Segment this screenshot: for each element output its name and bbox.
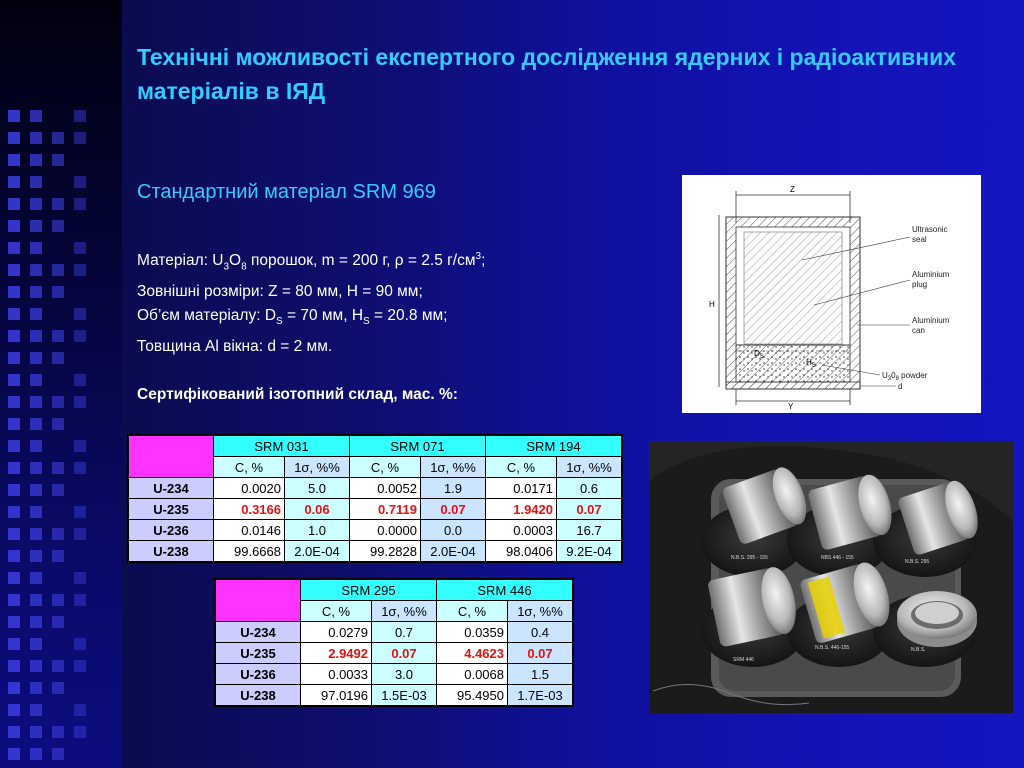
decor-square bbox=[30, 484, 42, 496]
decor-square bbox=[30, 748, 42, 760]
column-header: 1σ, %% bbox=[421, 457, 486, 478]
decor-square bbox=[8, 616, 20, 628]
decor-square bbox=[8, 638, 20, 650]
value-cell: 0.0068 bbox=[437, 664, 508, 685]
decor-square bbox=[30, 220, 42, 232]
decor-square bbox=[8, 572, 20, 584]
decor-square bbox=[74, 462, 86, 474]
decor-square bbox=[30, 198, 42, 210]
decor-square bbox=[52, 418, 64, 430]
value-cell: 1.9420 bbox=[486, 499, 557, 520]
table-row bbox=[215, 685, 573, 707]
decor-square bbox=[30, 264, 42, 276]
decor-square bbox=[30, 330, 42, 342]
value-cell: 4.4623 bbox=[437, 643, 508, 664]
svg-text:N.B.S. 295: N.B.S. 295 bbox=[905, 559, 930, 565]
decor-square bbox=[30, 506, 42, 518]
group-header: SRM 071 bbox=[350, 435, 486, 457]
decor-square bbox=[74, 330, 86, 342]
isotope-label: U-235 bbox=[128, 499, 214, 520]
isotope-label: U-234 bbox=[215, 622, 301, 643]
decor-square bbox=[8, 594, 20, 606]
decor-square bbox=[8, 286, 20, 298]
value-cell: 0.7119 bbox=[350, 499, 421, 520]
column-header: 1σ, %% bbox=[508, 601, 574, 622]
decor-square bbox=[30, 176, 42, 188]
decor-square bbox=[74, 506, 86, 518]
isotope-label: U-238 bbox=[128, 541, 214, 563]
decor-square bbox=[30, 462, 42, 474]
column-header: C, % bbox=[214, 457, 285, 478]
decor-square bbox=[52, 198, 64, 210]
isotope-label: U-236 bbox=[128, 520, 214, 541]
decor-square bbox=[52, 462, 64, 474]
property-window-thickness: Товщина Al вікна: d = 2 мм. bbox=[137, 337, 333, 355]
decor-square bbox=[8, 242, 20, 254]
hs-label: $H_S$ bbox=[806, 358, 816, 369]
table-row bbox=[128, 478, 622, 499]
decor-square bbox=[30, 418, 42, 430]
decor-square bbox=[74, 638, 86, 650]
value-cell: 1.0 bbox=[285, 520, 350, 541]
value-cell: 97.0196 bbox=[301, 685, 372, 707]
svg-text:Ultrasonic: Ultrasonic bbox=[912, 225, 948, 234]
value-cell: 1.5E-03 bbox=[372, 685, 437, 707]
table-row bbox=[128, 520, 622, 541]
isotope-table-srm-295-446 bbox=[214, 578, 574, 707]
decor-square bbox=[8, 550, 20, 562]
decor-square bbox=[8, 528, 20, 540]
decor-square bbox=[8, 660, 20, 672]
value-cell: 16.7 bbox=[557, 520, 623, 541]
column-header: C, % bbox=[486, 457, 557, 478]
decor-square bbox=[74, 704, 86, 716]
value-cell: 0.0279 bbox=[301, 622, 372, 643]
decor-square bbox=[30, 154, 42, 166]
decor-square bbox=[74, 572, 86, 584]
svg-text:Aluminium: Aluminium bbox=[912, 316, 950, 325]
decor-square bbox=[30, 704, 42, 716]
value-cell: 99.6668 bbox=[214, 541, 285, 563]
powder-label: $U_30_8$ powder bbox=[882, 371, 928, 382]
property-volume: Об’єм матеріалу: $D_S = 70$ мм, $H_S = 20.8$ мм; bbox=[137, 307, 448, 328]
z-dimension-label: Z bbox=[790, 185, 795, 194]
decor-square bbox=[74, 374, 86, 386]
svg-text:can: can bbox=[912, 326, 925, 335]
decor-square bbox=[74, 528, 86, 540]
value-cell: 2.9492 bbox=[301, 643, 372, 664]
material-properties bbox=[137, 245, 485, 359]
decor-square bbox=[30, 682, 42, 694]
value-cell: 2.0E-04 bbox=[421, 541, 486, 563]
decor-square bbox=[74, 242, 86, 254]
property-material: Матеріал: $U_3O_8$ порошок, m = 200 г, ρ = 2.5 $г/см^3$; bbox=[137, 251, 486, 273]
h-dimension-label: H bbox=[709, 300, 715, 309]
value-cell: 1.9 bbox=[421, 478, 486, 499]
svg-text:seal: seal bbox=[912, 235, 927, 244]
value-cell: 5.0 bbox=[285, 478, 350, 499]
svg-text:N.B.S. 446-155: N.B.S. 446-155 bbox=[815, 645, 850, 651]
value-cell: 98.0406 bbox=[486, 541, 557, 563]
table-row bbox=[215, 643, 573, 664]
decor-square bbox=[52, 682, 64, 694]
decor-square bbox=[8, 264, 20, 276]
decor-square bbox=[52, 264, 64, 276]
column-header: C, % bbox=[437, 601, 508, 622]
decor-square bbox=[8, 726, 20, 738]
value-cell: 9.2E-04 bbox=[557, 541, 623, 563]
y-dimension-label: Y bbox=[788, 402, 794, 411]
svg-text:N.B.S.: N.B.S. bbox=[911, 647, 926, 653]
decor-square bbox=[8, 352, 20, 364]
decor-square bbox=[8, 506, 20, 518]
decor-square bbox=[8, 682, 20, 694]
decor-square bbox=[8, 308, 20, 320]
svg-text:Aluminium: Aluminium bbox=[912, 270, 950, 279]
decor-square bbox=[8, 220, 20, 232]
decor-square bbox=[30, 374, 42, 386]
decor-square bbox=[52, 726, 64, 738]
certified-composition-heading: Сертифікований ізотопний склад, мас. %: bbox=[137, 386, 458, 403]
table-row bbox=[128, 541, 622, 563]
value-cell: 0.0 bbox=[421, 520, 486, 541]
value-cell: 0.0003 bbox=[486, 520, 557, 541]
can-cross-section-diagram bbox=[682, 175, 981, 413]
isotope-label: U-236 bbox=[215, 664, 301, 685]
decor-square bbox=[30, 132, 42, 144]
table-row bbox=[215, 622, 573, 643]
diagram-drawing bbox=[682, 175, 981, 413]
decor-square bbox=[74, 396, 86, 408]
decor-square bbox=[52, 594, 64, 606]
group-header: SRM 031 bbox=[214, 435, 350, 457]
canister-upright bbox=[897, 591, 977, 647]
decor-square bbox=[8, 198, 20, 210]
decor-square bbox=[8, 440, 20, 452]
decor-square bbox=[52, 748, 64, 760]
value-cell: 0.0020 bbox=[214, 478, 285, 499]
decor-square bbox=[52, 396, 64, 408]
svg-text:NBS 446 - 155: NBS 446 - 155 bbox=[821, 555, 854, 561]
slide-title: Технічні можливості експертного дослідження ядерних і радіоактивних матеріалів в ІЯД bbox=[137, 44, 957, 104]
decor-square bbox=[30, 726, 42, 738]
value-cell: 0.07 bbox=[421, 499, 486, 520]
decor-square bbox=[74, 594, 86, 606]
isotope-label: U-235 bbox=[215, 643, 301, 664]
decor-square bbox=[52, 660, 64, 672]
isotope-label: U-238 bbox=[215, 685, 301, 707]
column-header: 1σ, %% bbox=[557, 457, 623, 478]
decor-square bbox=[8, 418, 20, 430]
material-heading: Стандартний матеріал SRM 969 bbox=[137, 181, 436, 203]
ds-label: $D_S$ bbox=[754, 349, 764, 360]
decor-square bbox=[74, 198, 86, 210]
decor-square bbox=[74, 440, 86, 452]
decor-square bbox=[74, 308, 86, 320]
decor-square bbox=[52, 330, 64, 342]
decor-square bbox=[8, 132, 20, 144]
table-corner-cell bbox=[128, 435, 214, 478]
decor-square bbox=[30, 242, 42, 254]
group-header: SRM 194 bbox=[486, 435, 623, 457]
rho-symbol: ρ bbox=[394, 252, 404, 270]
table-row bbox=[215, 664, 573, 685]
photo-drawing bbox=[649, 441, 1013, 713]
value-cell: 0.07 bbox=[508, 643, 574, 664]
decor-square bbox=[52, 154, 64, 166]
decor-square bbox=[8, 748, 20, 760]
svg-text:d: d bbox=[898, 382, 903, 391]
svg-text:SRM 446: SRM 446 bbox=[733, 657, 754, 663]
decor-square bbox=[74, 176, 86, 188]
decor-square bbox=[52, 220, 64, 232]
aluminium-plug-shape bbox=[744, 232, 842, 344]
window-layer bbox=[726, 382, 860, 389]
decor-square bbox=[8, 176, 20, 188]
decor-square bbox=[52, 132, 64, 144]
value-cell: 0.6 bbox=[557, 478, 623, 499]
group-header: SRM 295 bbox=[301, 579, 437, 601]
decor-square bbox=[8, 154, 20, 166]
svg-text:plug: plug bbox=[912, 280, 928, 289]
value-cell: 99.2828 bbox=[350, 541, 421, 563]
decor-square bbox=[8, 330, 20, 342]
value-cell: 0.0033 bbox=[301, 664, 372, 685]
value-cell: 0.07 bbox=[372, 643, 437, 664]
decor-square bbox=[8, 704, 20, 716]
srm-containers-photo bbox=[649, 441, 1013, 713]
isotope-table-srm-031-071-194 bbox=[127, 434, 623, 563]
svg-text:N.B.S. 295 - 155: N.B.S. 295 - 155 bbox=[731, 555, 768, 561]
value-cell: 0.0052 bbox=[350, 478, 421, 499]
decor-square bbox=[52, 286, 64, 298]
decor-square bbox=[30, 440, 42, 452]
value-cell: 0.06 bbox=[285, 499, 350, 520]
value-cell: 1.5 bbox=[508, 664, 574, 685]
decor-square bbox=[52, 616, 64, 628]
decor-square bbox=[30, 638, 42, 650]
decor-square bbox=[30, 396, 42, 408]
decor-square bbox=[30, 616, 42, 628]
decor-square bbox=[74, 132, 86, 144]
decor-square bbox=[52, 528, 64, 540]
decor-square bbox=[74, 660, 86, 672]
value-cell: 0.0000 bbox=[350, 520, 421, 541]
decor-square bbox=[74, 264, 86, 276]
isotope-label: U-234 bbox=[128, 478, 214, 499]
decor-square bbox=[30, 550, 42, 562]
decor-square bbox=[8, 374, 20, 386]
value-cell: 0.7 bbox=[372, 622, 437, 643]
decor-squares bbox=[0, 110, 122, 768]
column-header: 1σ, %% bbox=[372, 601, 437, 622]
decor-square bbox=[30, 286, 42, 298]
column-header: C, % bbox=[301, 601, 372, 622]
decor-square bbox=[8, 462, 20, 474]
group-header: SRM 446 bbox=[437, 579, 574, 601]
decor-square bbox=[30, 572, 42, 584]
value-cell: 0.0146 bbox=[214, 520, 285, 541]
property-dimensions: Зовнішні розміри: Z = 80 мм, H = 90 мм; bbox=[137, 282, 423, 300]
decor-square bbox=[30, 594, 42, 606]
decor-square bbox=[74, 726, 86, 738]
diagram-callouts bbox=[882, 225, 950, 391]
decor-square bbox=[8, 396, 20, 408]
decor-square bbox=[30, 352, 42, 364]
decor-square bbox=[8, 110, 20, 122]
decor-square bbox=[8, 484, 20, 496]
decor-square bbox=[74, 110, 86, 122]
value-cell: 0.4 bbox=[508, 622, 574, 643]
column-header: C, % bbox=[350, 457, 421, 478]
value-cell: 2.0E-04 bbox=[285, 541, 350, 563]
value-cell: 3.0 bbox=[372, 664, 437, 685]
table-corner-cell bbox=[215, 579, 301, 622]
decor-square bbox=[30, 110, 42, 122]
value-cell: 0.07 bbox=[557, 499, 623, 520]
value-cell: 95.4950 bbox=[437, 685, 508, 707]
table-row bbox=[128, 499, 622, 520]
decor-square bbox=[30, 308, 42, 320]
decor-square bbox=[52, 550, 64, 562]
decor-square bbox=[30, 528, 42, 540]
column-header: 1σ, %% bbox=[285, 457, 350, 478]
decor-square bbox=[52, 484, 64, 496]
decor-square bbox=[52, 352, 64, 364]
value-cell: 0.3166 bbox=[214, 499, 285, 520]
value-cell: 0.0359 bbox=[437, 622, 508, 643]
value-cell: 1.7E-03 bbox=[508, 685, 574, 707]
decor-square bbox=[30, 660, 42, 672]
value-cell: 0.0171 bbox=[486, 478, 557, 499]
